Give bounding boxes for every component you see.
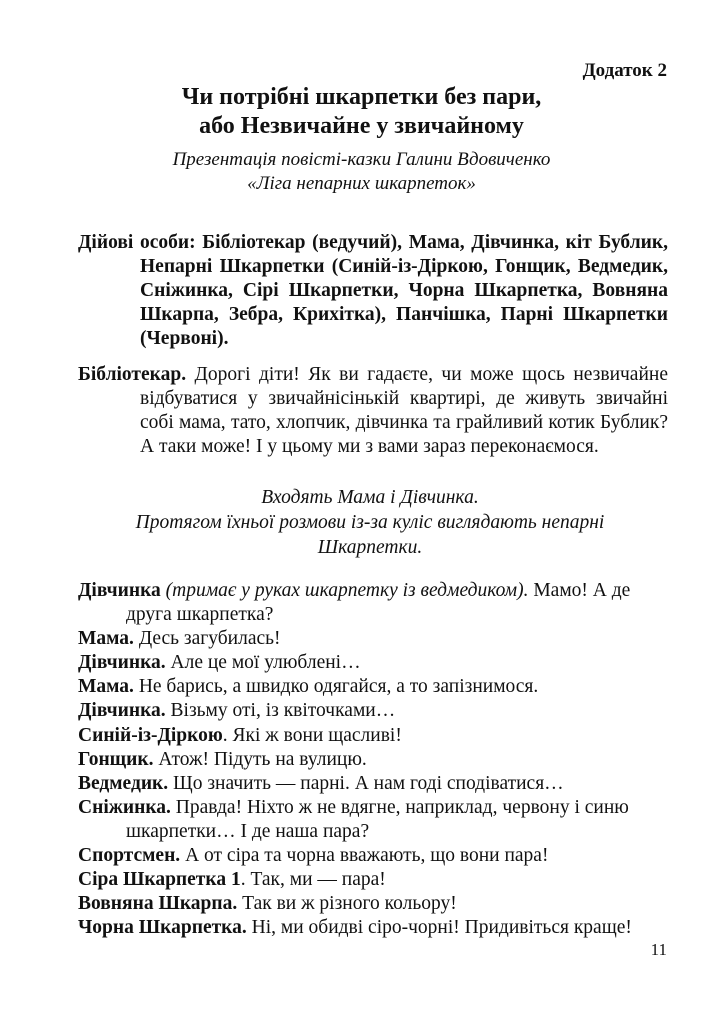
line-text: Не барись, а швидко одягайся, а то запізнимося. bbox=[133, 676, 539, 698]
dialogue-line bbox=[78, 675, 668, 699]
line-text: Десь загубилась! bbox=[133, 628, 281, 650]
subtitle bbox=[0, 148, 723, 196]
speaker: Дівчинка. bbox=[78, 652, 166, 674]
dialogue-line bbox=[78, 651, 668, 675]
dialogue-line bbox=[78, 892, 668, 916]
stage-direction bbox=[100, 485, 640, 560]
subtitle-line-1: Презентація повісті-казки Галини Вдовиченко bbox=[172, 149, 551, 170]
speaker: Мама. bbox=[78, 628, 134, 650]
intro-speaker: Бібліотекар. bbox=[78, 363, 187, 385]
dialogue-line bbox=[78, 772, 668, 796]
intro-text: Дорогі діти! Як ви гадаєте, чи може щось незвичайне відбуватися у звичайнісінькій квартирі, де живуть звичайні собі мама, тато, хлопчик, дівчинка та грайливий котик Бублик? А таки може! І у цьому ми з вами зараз переконаємося. bbox=[140, 363, 668, 457]
line-text: Але це мої улюблені… bbox=[165, 652, 361, 674]
speaker: Ведмедик. bbox=[78, 772, 169, 794]
subtitle-line-2: «Ліга непарних шкарпеток» bbox=[247, 173, 476, 194]
line-text: . Так, ми — пара! bbox=[240, 869, 386, 891]
line-text: Мамо! А де друга шкарпетка? bbox=[126, 580, 631, 626]
speaker: Гонщик. bbox=[78, 748, 154, 770]
speaker: Дівчинка bbox=[78, 580, 161, 601]
stage-line-2: Протягом їхньої розмови із-за куліс виглядають непарні Шкарпетки. bbox=[135, 512, 605, 558]
dialogue-line bbox=[78, 844, 668, 868]
line-text: Атож! Підуть на вулицю. bbox=[153, 748, 367, 770]
intro-paragraph bbox=[78, 363, 668, 459]
speaker: Сніжинка. bbox=[78, 796, 171, 818]
dialogue-line bbox=[78, 699, 668, 723]
dialogue bbox=[78, 579, 668, 940]
cast-list bbox=[78, 231, 668, 351]
speaker: Вовняна Шкарпа. bbox=[78, 893, 238, 915]
speaker: Дівчинка. bbox=[78, 700, 166, 722]
dialogue-line bbox=[78, 627, 668, 651]
stage-line-1: Входять Мама і Дівчинка. bbox=[261, 487, 479, 508]
cast-text: Бібліотекар (ведучий), Мама, Дівчинка, кіт Бублик, Непарні Шкарпетки (Синій-із-Діркою, Гонщик, Ведмедик, Сніжинка, Сірі Шкарпетки, Чорна Шкарпетка, Вовняна Шкарпа, Зебра, Крихітка), Панчішка, Парні Шкарпетки (Червоні). bbox=[140, 231, 668, 349]
appendix-label: Додаток 2 bbox=[582, 60, 667, 81]
dialogue-line bbox=[78, 724, 668, 748]
line-text: А от сіра та чорна вважають, що вони пара! bbox=[180, 845, 549, 867]
dialogue-line bbox=[78, 748, 668, 772]
title-line-2: або Незвичайне у звичайному bbox=[199, 113, 524, 139]
speaker: Сіра Шкарпетка 1 bbox=[78, 869, 241, 891]
stage-note: (тримає у руках шкарпетку із ведмедиком). bbox=[160, 580, 529, 601]
speaker: Синій-із-Діркою bbox=[78, 724, 223, 746]
speaker: Чорна Шкарпетка. bbox=[78, 917, 247, 939]
dialogue-line bbox=[78, 916, 668, 940]
speaker: Мама. bbox=[78, 676, 134, 698]
page-number: 11 bbox=[650, 940, 667, 959]
line-text: Так ви ж різного кольору! bbox=[237, 893, 457, 915]
speaker: Спортсмен. bbox=[78, 845, 181, 867]
title-line-1: Чи потрібні шкарпетки без пари, bbox=[181, 84, 542, 110]
dialogue-line bbox=[78, 796, 668, 844]
line-text: Ні, ми обидві сіро-чорні! Придивіться краще! bbox=[246, 917, 632, 939]
dialogue-line bbox=[78, 868, 668, 892]
line-text: . Які ж вони щасливі! bbox=[222, 724, 402, 746]
cast-label: Дійові особи: bbox=[78, 231, 196, 253]
line-text: Візьму оті, із квіточками… bbox=[165, 700, 396, 722]
line-text: Правда! Ніхто ж не вдягне, наприклад, червону і синю шкарпетки… І де наша пара? bbox=[126, 796, 629, 842]
line-text: Що значить — парні. А нам годі сподіватися… bbox=[168, 772, 564, 794]
dialogue-line bbox=[78, 579, 668, 627]
page-title bbox=[0, 83, 723, 141]
